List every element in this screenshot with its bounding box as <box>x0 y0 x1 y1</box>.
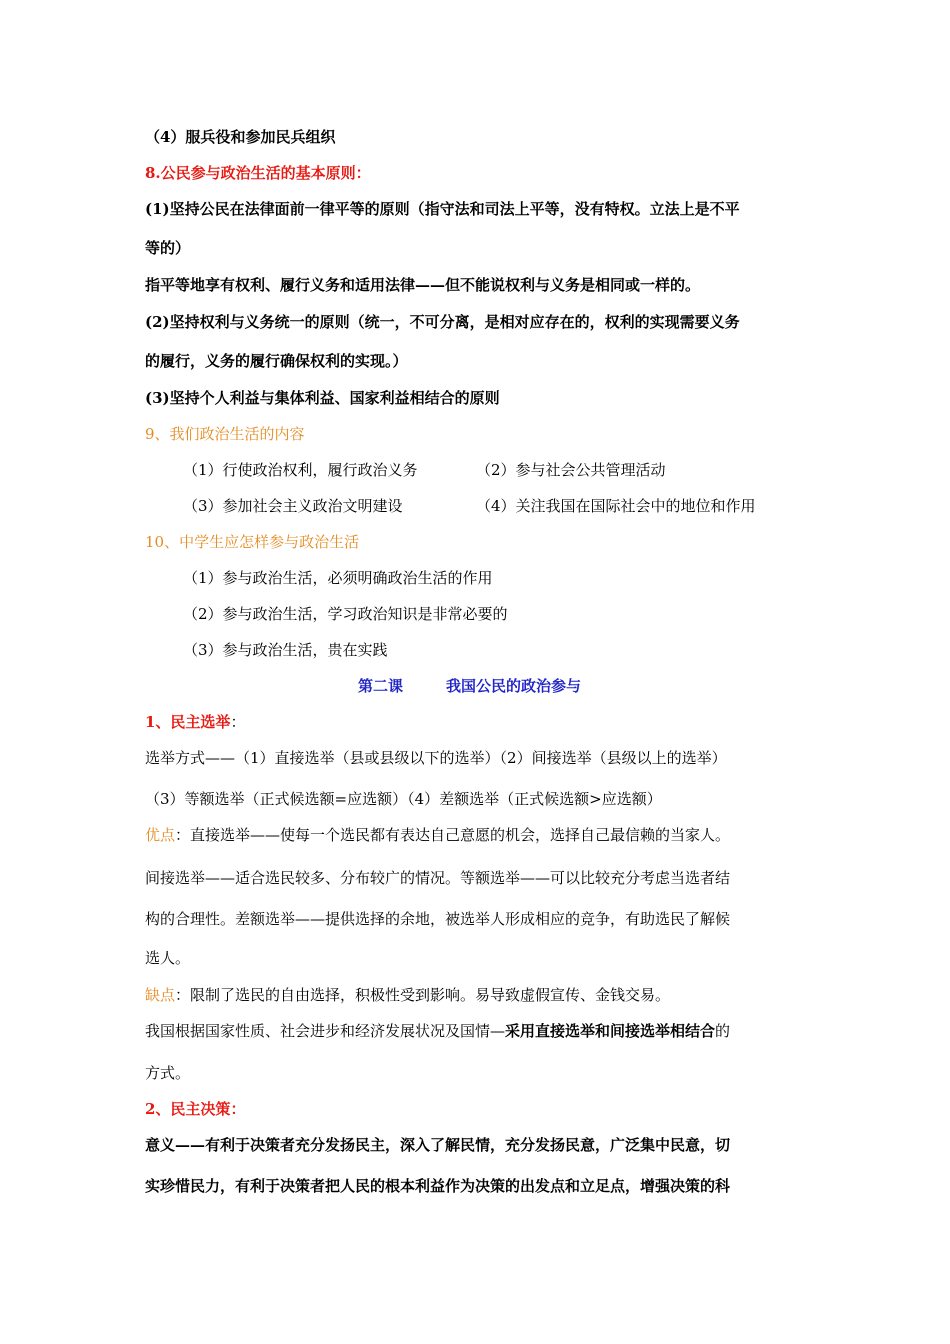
china-election-line-2: 方式。 <box>145 1064 191 1082</box>
disadvantages-text: ：限制了选民的自由选择，积极性受到影响。易导致虚假宣传、金钱交易。 <box>175 986 671 1004</box>
advantages-line-2: 间接选举——适合选民较多、分布较广的情况。等额选举——可以比较充分考虑当选者结 <box>145 869 731 887</box>
content-item-3: （3）参加社会主义政治文明建设 <box>183 497 403 515</box>
election-methods-line-2: （3）等额选举（正式候选额=应选额）（4）差额选举（正式候选额>应选额） <box>145 790 662 808</box>
heading-colon: ： <box>230 713 246 731</box>
heading-section-8: 8.公民参与政治生活的基本原则： <box>145 164 371 182</box>
heading-democratic-decision: 2、民主决策： <box>145 1100 246 1118</box>
heading-democratic-election <box>145 712 245 732</box>
decision-significance-line-1: 意义——有利于决策者充分发扬民主，深入了解民情，充分发扬民意，广泛集中民意，切 <box>145 1136 731 1154</box>
duty-item-4: （4）服兵役和参加民兵组织 <box>145 128 336 146</box>
participation-item-1: （1）参与政治生活，必须明确政治生活的作用 <box>183 569 493 587</box>
content-item-4: （4）关注我国在国际社会中的地位和作用 <box>476 497 756 515</box>
principle-2-line-2: 的履行，义务的履行确保权利的实现。） <box>145 352 408 370</box>
advantages-text: ：直接选举——使每一个选民都有表达自己意愿的机会，选择自己最信赖的当家人。 <box>175 826 731 844</box>
lesson-number: 第二课 <box>358 677 404 695</box>
content-item-2: （2）参与社会公共管理活动 <box>476 461 666 479</box>
participation-item-3: （3）参与政治生活，贵在实践 <box>183 641 388 659</box>
content-item-1: （1）行使政治权利，履行政治义务 <box>183 461 418 479</box>
advantages-line <box>145 825 730 845</box>
participation-item-2: （2）参与政治生活，学习政治知识是非常必要的 <box>183 605 508 623</box>
china-election-emphasis: 采用直接选举和间接选举相结合 <box>505 1022 716 1040</box>
principle-1-line-2: 等的） <box>145 239 191 257</box>
china-election-line <box>145 1021 730 1041</box>
advantages-label: 优点 <box>145 826 176 844</box>
china-election-suffix: 的 <box>715 1022 731 1040</box>
heading-section-10: 10、中学生应怎样参与政治生活 <box>145 533 360 551</box>
heading-democratic-election-text: 1、民主选举 <box>145 713 231 731</box>
advantages-line-3: 构的合理性。差额选举——提供选择的余地，被选举人形成相应的竞争，有助选民了解候 <box>145 910 731 928</box>
principle-3: (3)坚持个人利益与集体利益、国家利益相结合的原则 <box>145 389 500 407</box>
advantages-line-4: 选人。 <box>145 949 191 967</box>
lesson-title <box>358 676 581 696</box>
principle-1-line-1: (1)坚持公民在法律面前一律平等的原则（指守法和司法上平等，没有特权。立法上是不平 <box>145 200 740 218</box>
disadvantages-label: 缺点 <box>145 986 176 1004</box>
principle-2-line-1: (2)坚持权利与义务统一的原则（统一，不可分离，是相对应存在的，权利的实现需要义务 <box>145 313 740 331</box>
principle-1-note: 指平等地享有权利、履行义务和适用法律——但不能说权利与义务是相同或一样的。 <box>145 276 701 294</box>
china-election-prefix: 我国根据国家性质、社会进步和经济发展状况及国情— <box>145 1022 506 1040</box>
lesson-name: 我国公民的政治参与 <box>446 677 582 695</box>
disadvantages-line <box>145 985 670 1005</box>
election-methods-line-1: 选举方式——（1）直接选举（县或县级以下的选举）（2）间接选举（县级以上的选举） <box>145 749 727 767</box>
decision-significance-line-2: 实珍惜民力，有利于决策者把人民的根本利益作为决策的出发点和立足点，增强决策的科 <box>145 1177 731 1195</box>
heading-section-9: 9、我们政治生活的内容 <box>145 425 305 443</box>
